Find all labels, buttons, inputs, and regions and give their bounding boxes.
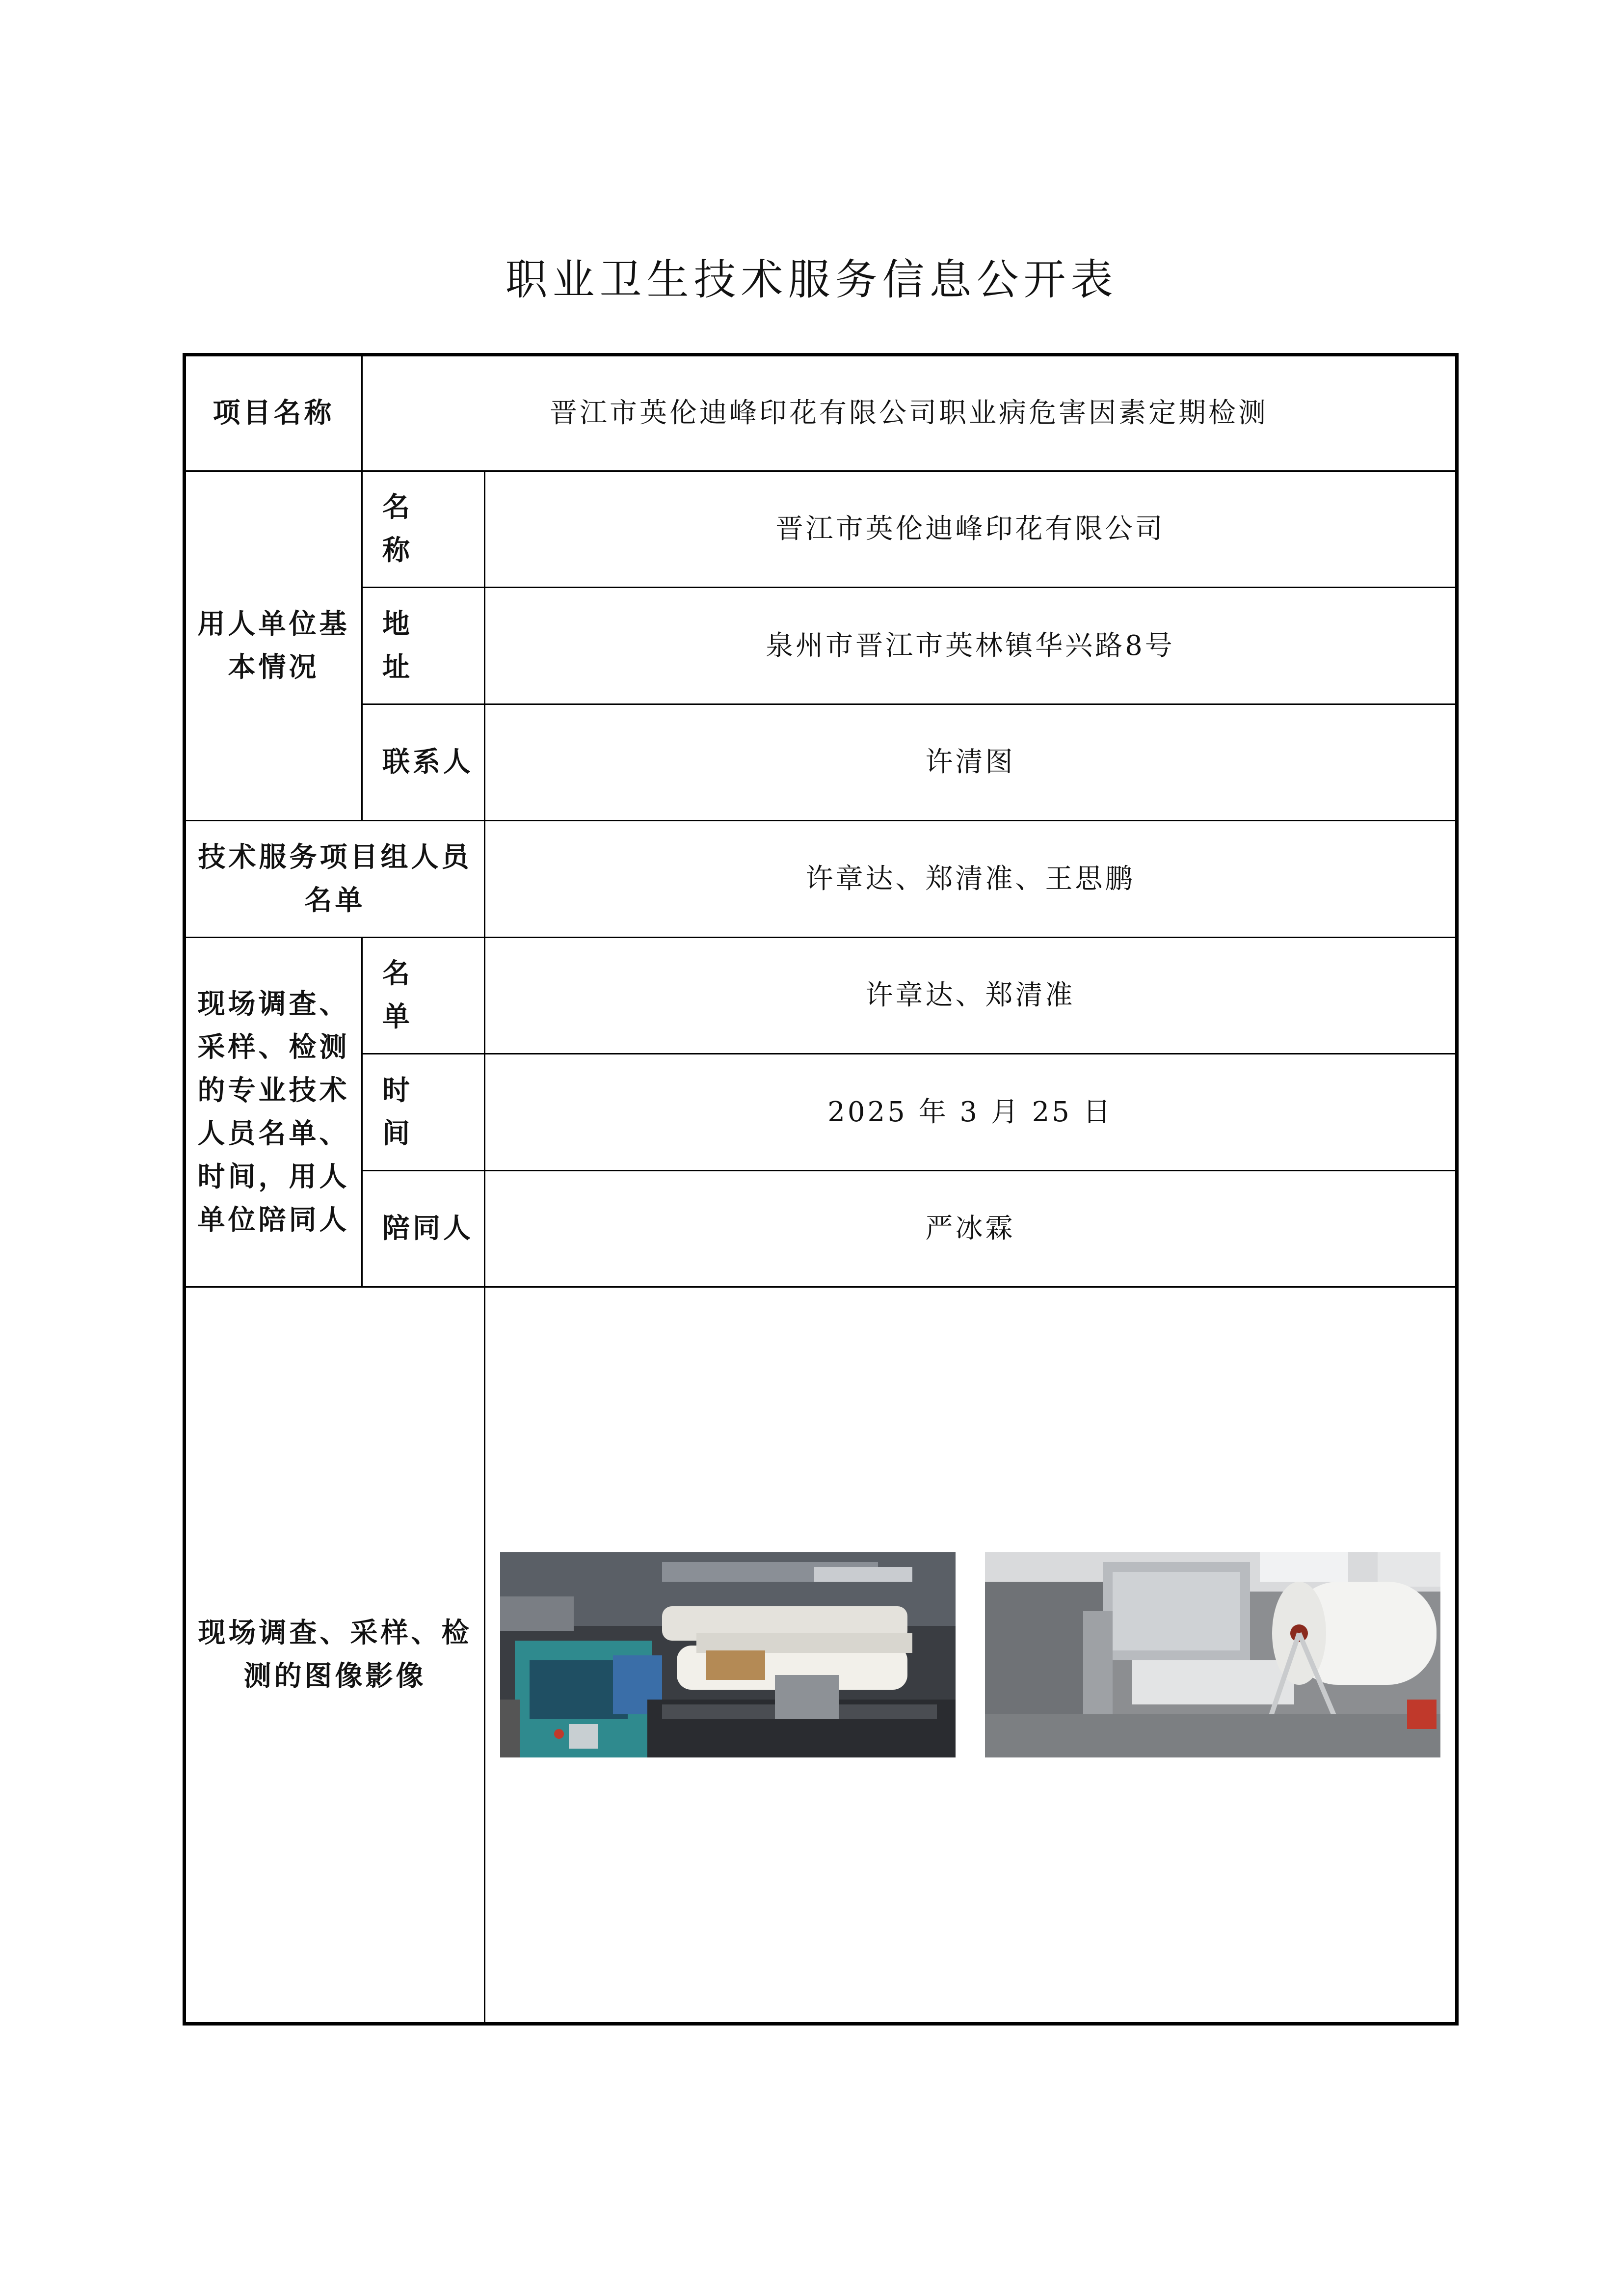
field-time-value: 2025 年 3 月 25 日 bbox=[485, 1054, 1457, 1171]
employer-address-label: 地 址 bbox=[362, 588, 485, 704]
field-list-value: 许章达、郑清准 bbox=[485, 938, 1457, 1054]
team-row bbox=[185, 821, 1457, 938]
employer-name-value: 晋江市英伦迪峰印花有限公司 bbox=[485, 471, 1457, 588]
field-time-row bbox=[185, 1054, 1457, 1171]
employer-info-label: 用人单位基本情况 bbox=[185, 471, 362, 821]
field-time-label: 时 间 bbox=[362, 1054, 485, 1171]
field-escort-label: 陪同人 bbox=[362, 1171, 485, 1287]
photo-gallery bbox=[485, 1552, 1455, 1757]
images-label: 现场调查、采样、检测的图像影像 bbox=[185, 1287, 485, 2024]
employer-contact-label: 联系人 bbox=[362, 704, 485, 821]
field-staff-label: 现场调查、采样、检测的专业技术人员名单、时间，用人单位陪同人 bbox=[185, 938, 362, 1287]
field-escort-value: 严冰霖 bbox=[485, 1171, 1457, 1287]
field-list-label: 名 单 bbox=[362, 938, 485, 1054]
project-row bbox=[185, 355, 1457, 471]
printing-machine-photo bbox=[500, 1552, 956, 1757]
team-value: 许章达、郑清准、王思鹏 bbox=[485, 821, 1457, 938]
images-cell bbox=[485, 1287, 1457, 2024]
page-title: 职业卫生技术服务信息公开表 bbox=[505, 255, 1118, 304]
images-row bbox=[185, 1287, 1457, 2024]
employer-name-row bbox=[185, 471, 1457, 588]
team-label: 技术服务项目组人员名单 bbox=[185, 821, 485, 938]
paper-roll-photo bbox=[985, 1552, 1440, 1757]
employer-name-label: 名 称 bbox=[362, 471, 485, 588]
project-name-value: 晋江市英伦迪峰印花有限公司职业病危害因素定期检测 bbox=[362, 355, 1457, 471]
employer-address-value: 泉州市晋江市英林镇华兴路8号 bbox=[485, 588, 1457, 704]
employer-contact-row bbox=[185, 704, 1457, 821]
info-table bbox=[183, 353, 1459, 2026]
employer-contact-value: 许清图 bbox=[485, 704, 1457, 821]
field-escort-row bbox=[185, 1171, 1457, 1287]
project-name-label: 项目名称 bbox=[185, 355, 362, 471]
employer-address-row bbox=[185, 588, 1457, 704]
field-list-row bbox=[185, 938, 1457, 1054]
